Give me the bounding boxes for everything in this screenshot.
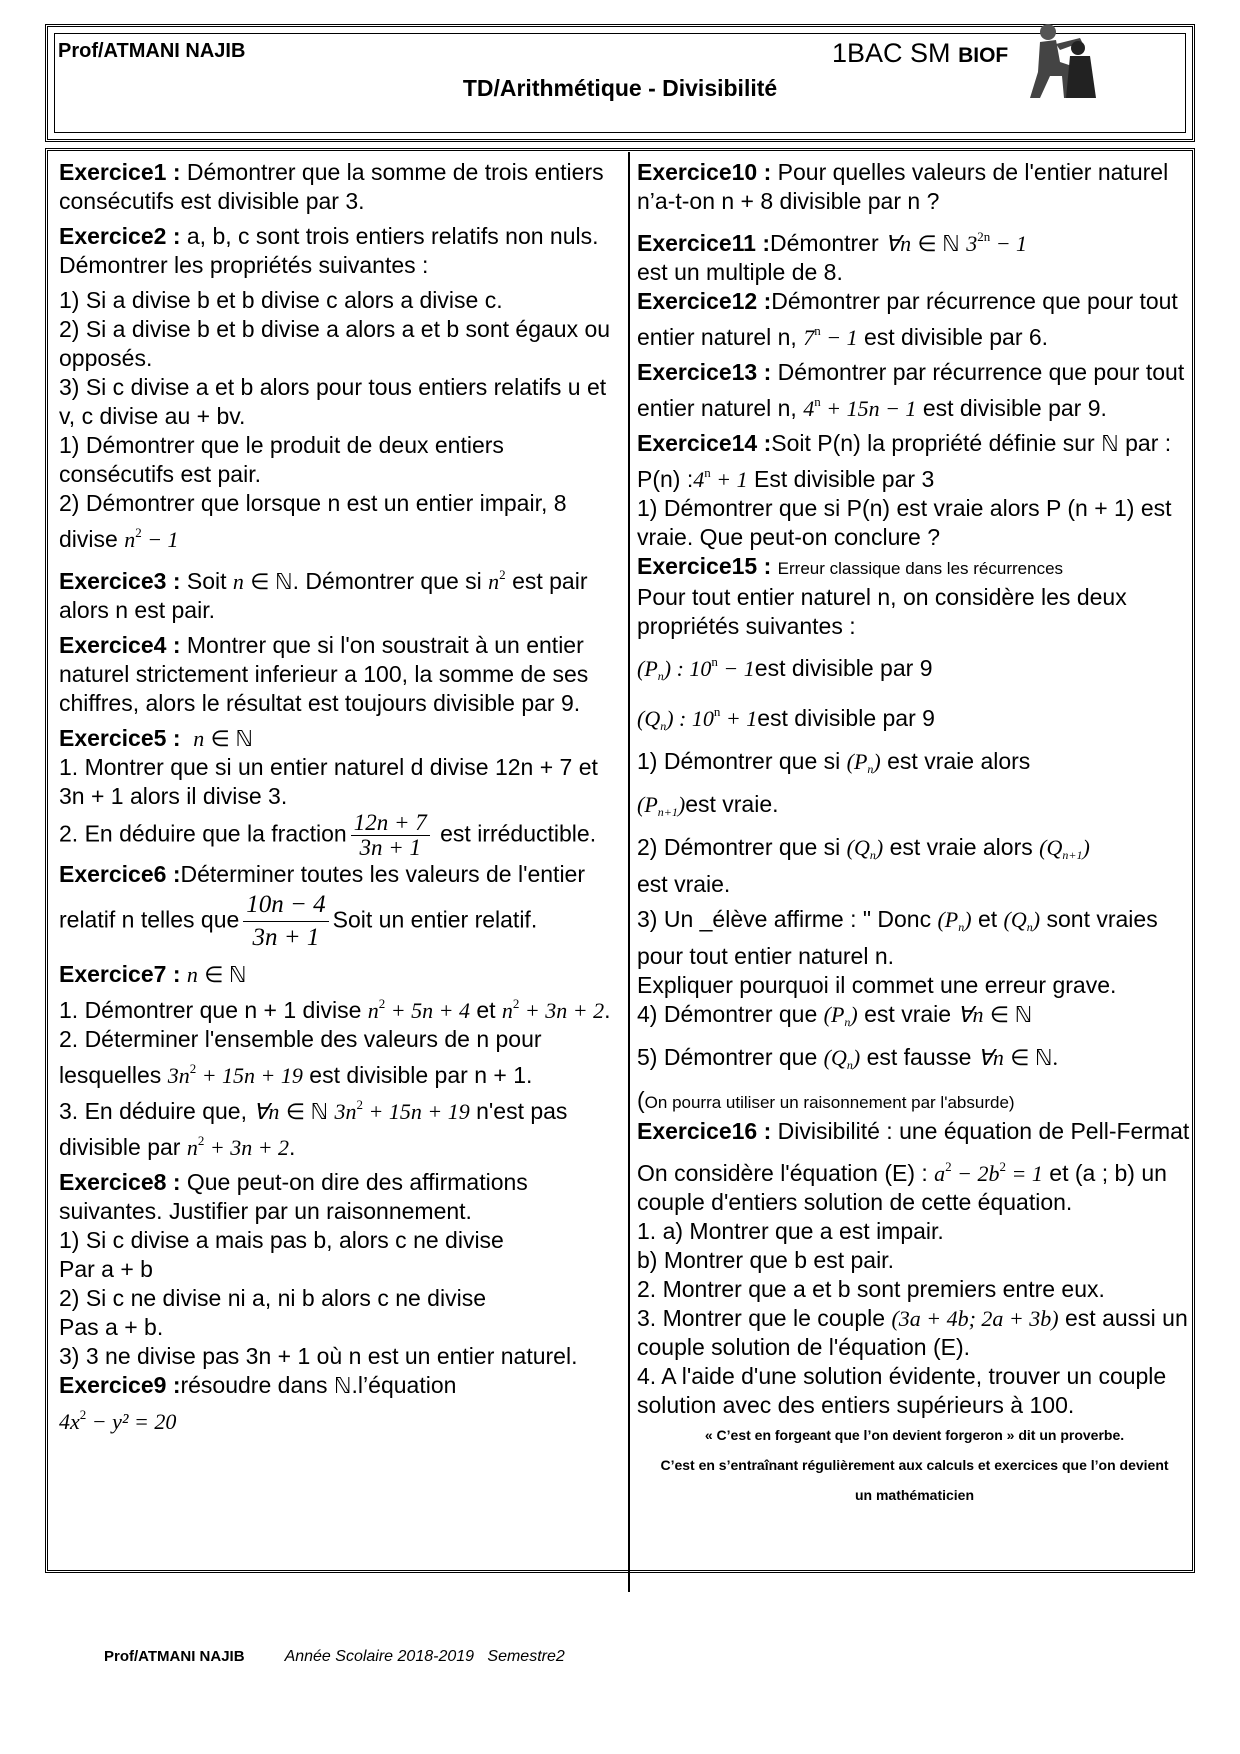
- ex16-q2: 2. Montrer que a et b sont premiers entre eux.: [637, 1276, 1105, 1302]
- right-column: [637, 158, 1192, 1510]
- exercise-5: Exercice5 : n ∈ ℕ: [59, 725, 253, 751]
- ex2-q2: 2) Si a divise b et b divise a alors a et b sont égaux ou opposés.: [59, 316, 611, 371]
- ex15-q: $(Q_n)$ : $10^n + 1est$ divisible par 9: [637, 704, 935, 733]
- exercise-2: Exercice2 : a, b, c sont trois entiers relatifs non nuls. Démontrer les propriétés suivantes :: [59, 223, 599, 278]
- ex15-p: $(P_n)$ : $10^n - 1est$ divisible par 9: [637, 654, 933, 683]
- ex8-q2a: 2) Si c ne divise ni a, ni b alors c ne divise: [59, 1285, 486, 1311]
- ex15-q1: 1) Démontrer que si $(P_n)$ est vraie alors: [637, 748, 1031, 776]
- ex2-q3: 3) Si c divise a et b alors pour tous entiers relatifs u et v, c divise au + bv.: [59, 374, 607, 429]
- ex5-q1: 1. Montrer que si un entier naturel d divise 12n + 7 et 3n + 1 alors il divise 3.: [59, 754, 598, 809]
- exercise-13: Exercice13 : Démontrer par récurrence que pour tout entier naturel n, $4^n + 15n - 1$ est divisible par 9.: [637, 359, 1185, 421]
- ex7-q1: 1. Démontrer que n + 1 divise $n^2 + 5n + 4$ et $n^2 + 3n + 2$.: [59, 996, 611, 1023]
- left-column: [59, 158, 624, 1436]
- ex7-q2: 2. Déterminer l'ensemble des valeurs de n pour lesquelles $3n^2 + 15n + 19$ est divisible par n + 1.: [59, 1026, 542, 1088]
- exercise-6: Exercice6 :Déterminer toutes les valeurs de l'entier relatif n telles que $\frac{10n - 4}{3n + 1}$ Soit un entier relatif.: [59, 861, 586, 951]
- exercise-1: Exercice1 : Démontrer que la somme de trois entiers consécutifs est divisible par 3.: [59, 159, 604, 214]
- ex16-intro: On considère l'équation (E) : $a^2 - 2b^2 = 1$ et (a ; b) un couple d'entiers solution de cette équation.: [637, 1159, 1167, 1215]
- exercise-12: Exercice12 :Démontrer par récurrence que pour tout entier naturel n, $7^n - 1$ est divisible par 6.: [637, 288, 1178, 350]
- teacher-silhouette-logo: [1010, 18, 1106, 102]
- exercise-8: Exercice8 : Que peut-on dire des affirmations suivantes. Justifier par un raisonnement.: [59, 1169, 528, 1224]
- exercise-16: Exercice16 : Divisibilité : une équation de Pell-Fermat: [637, 1118, 1190, 1144]
- ex15-q4: 4) Démontrer que $(P_n)$ est vraie ∀n ∈ ℕ: [637, 1001, 1033, 1029]
- ex15-q3d: Expliquer pourquoi il commet une erreur grave.: [637, 972, 1117, 998]
- ex14-q1: 1) Démontrer que si P(n) est vraie alors P (n + 1) est vraie. Que peut-on conclure ?: [637, 495, 1172, 550]
- ex16-q3: 3. Montrer que le couple (3a + 4b; 2a + 3b) est aussi un couple solution de l'équation (E).: [637, 1305, 1188, 1360]
- exercise-9: Exercice9 :résoudre dans ℕ.l’équation: [59, 1372, 457, 1398]
- ex8-q3: 3) 3 ne divise pas 3n + 1 où n est un entier naturel.: [59, 1343, 578, 1369]
- ex2-q5: 2) Démontrer que lorsque n est un entier impair, 8 divise $n^2 - 1$: [59, 490, 567, 552]
- exercise-15: Exercice15 : Erreur classique dans les récurrences: [637, 553, 1064, 579]
- exercise-11: Exercice11 :Démontrer ∀n ∈ ℕ $3^{2n} - 1$: [637, 229, 1028, 256]
- exercise-7: Exercice7 : n ∈ ℕ: [59, 961, 247, 987]
- ex15-q1-end: $(P_{n+1})est$ vraie.: [637, 791, 779, 819]
- ex15-q3: 3) Un _élève affirme : " Donc $(P_n)$ et $(Q_n)$ sont vraies pour tout entier naturel n.: [637, 906, 1158, 969]
- ex11-b: est un multiple de 8.: [637, 259, 843, 285]
- page-title: TD/Arithmétique - Divisibilité: [462, 75, 778, 101]
- ex2-q1: 1) Si a divise b et b divise c alors a divise c.: [59, 287, 503, 313]
- author-name: Prof/ATMANI NAJIB: [58, 40, 246, 62]
- proverb-quote: « C’est en forgeant que l’on devient forgeron » dit un proverbe. C’est en s’entraînant régulièrement aux calculs et exercices que l’on devient un mathématicien: [660, 1427, 1169, 1503]
- ex5-q2: 2. En déduire que la fraction $\frac{12n + 7}{3n + 1}$ est irréductible.: [59, 810, 597, 860]
- ex15-note: (On pourra utiliser un raisonnement par l'absurde): [637, 1087, 1015, 1113]
- ex16-q1a: 1. a) Montrer que a est impair.: [637, 1218, 944, 1244]
- ex15-q2-end: est vraie.: [637, 871, 731, 897]
- ex8-q1b: Par a + b: [59, 1256, 153, 1282]
- ex9-equation: $4x^2 - y^2 = 20$: [59, 1407, 177, 1434]
- ex2-q4: 1) Démontrer que le produit de deux entiers consécutifs est pair.: [59, 432, 504, 487]
- ex16-q4: 4. A l'aide d'une solution évidente, trouver un couple solution avec des entiers supérieurs à 100.: [637, 1363, 1167, 1418]
- ex15-q5: 5) Démontrer que $(Q_n)$ est fausse ∀n ∈ ℕ.: [637, 1044, 1059, 1072]
- exercise-10: Exercice10 : Pour quelles valeurs de l'entier naturel n’a-t-on n + 8 divisible par n ?: [637, 159, 1169, 214]
- exercise-14: Exercice14 :Soit P(n) la propriété définie sur ℕ par : P(n) $:4^n + 1$ Est divisible par 3: [637, 430, 1172, 492]
- page-footer: Prof/ATMANI NAJIB Année Scolaire 2018-2019 Semestre2: [104, 1648, 565, 1665]
- ex16-q1b: b) Montrer que b est pair.: [637, 1247, 894, 1273]
- class-level: 1BAC SM BIOF: [832, 38, 1009, 68]
- ex8-q2b: Pas a + b.: [59, 1314, 164, 1340]
- exercise-3: Exercice3 : Soit n ∈ ℕ. Démontrer que si $n^2$ est pair alors n est pair.: [59, 567, 588, 623]
- ex15-intro: Pour tout entier naturel n, on considère les deux propriétés suivantes :: [637, 584, 1127, 639]
- ex7-q3: 3. En déduire que, ∀n ∈ ℕ $3n^2 + 15n + 19$ n'est pas divisible par $n^2 + 3n + 2$.: [59, 1097, 568, 1160]
- exercise-4: Exercice4 : Montrer que si l'on soustrait à un entier naturel strictement inferieur a 100, la somme de ses chiffres, alors le résultat est toujours divisible par 9.: [59, 632, 589, 716]
- ex15-q2: 2) Démontrer que si $(Q_n)$ est vraie alors $(Q_{n+1})$: [637, 834, 1090, 862]
- ex8-q1a: 1) Si c divise a mais pas b, alors c ne divise: [59, 1227, 504, 1253]
- column-divider: [628, 152, 630, 1592]
